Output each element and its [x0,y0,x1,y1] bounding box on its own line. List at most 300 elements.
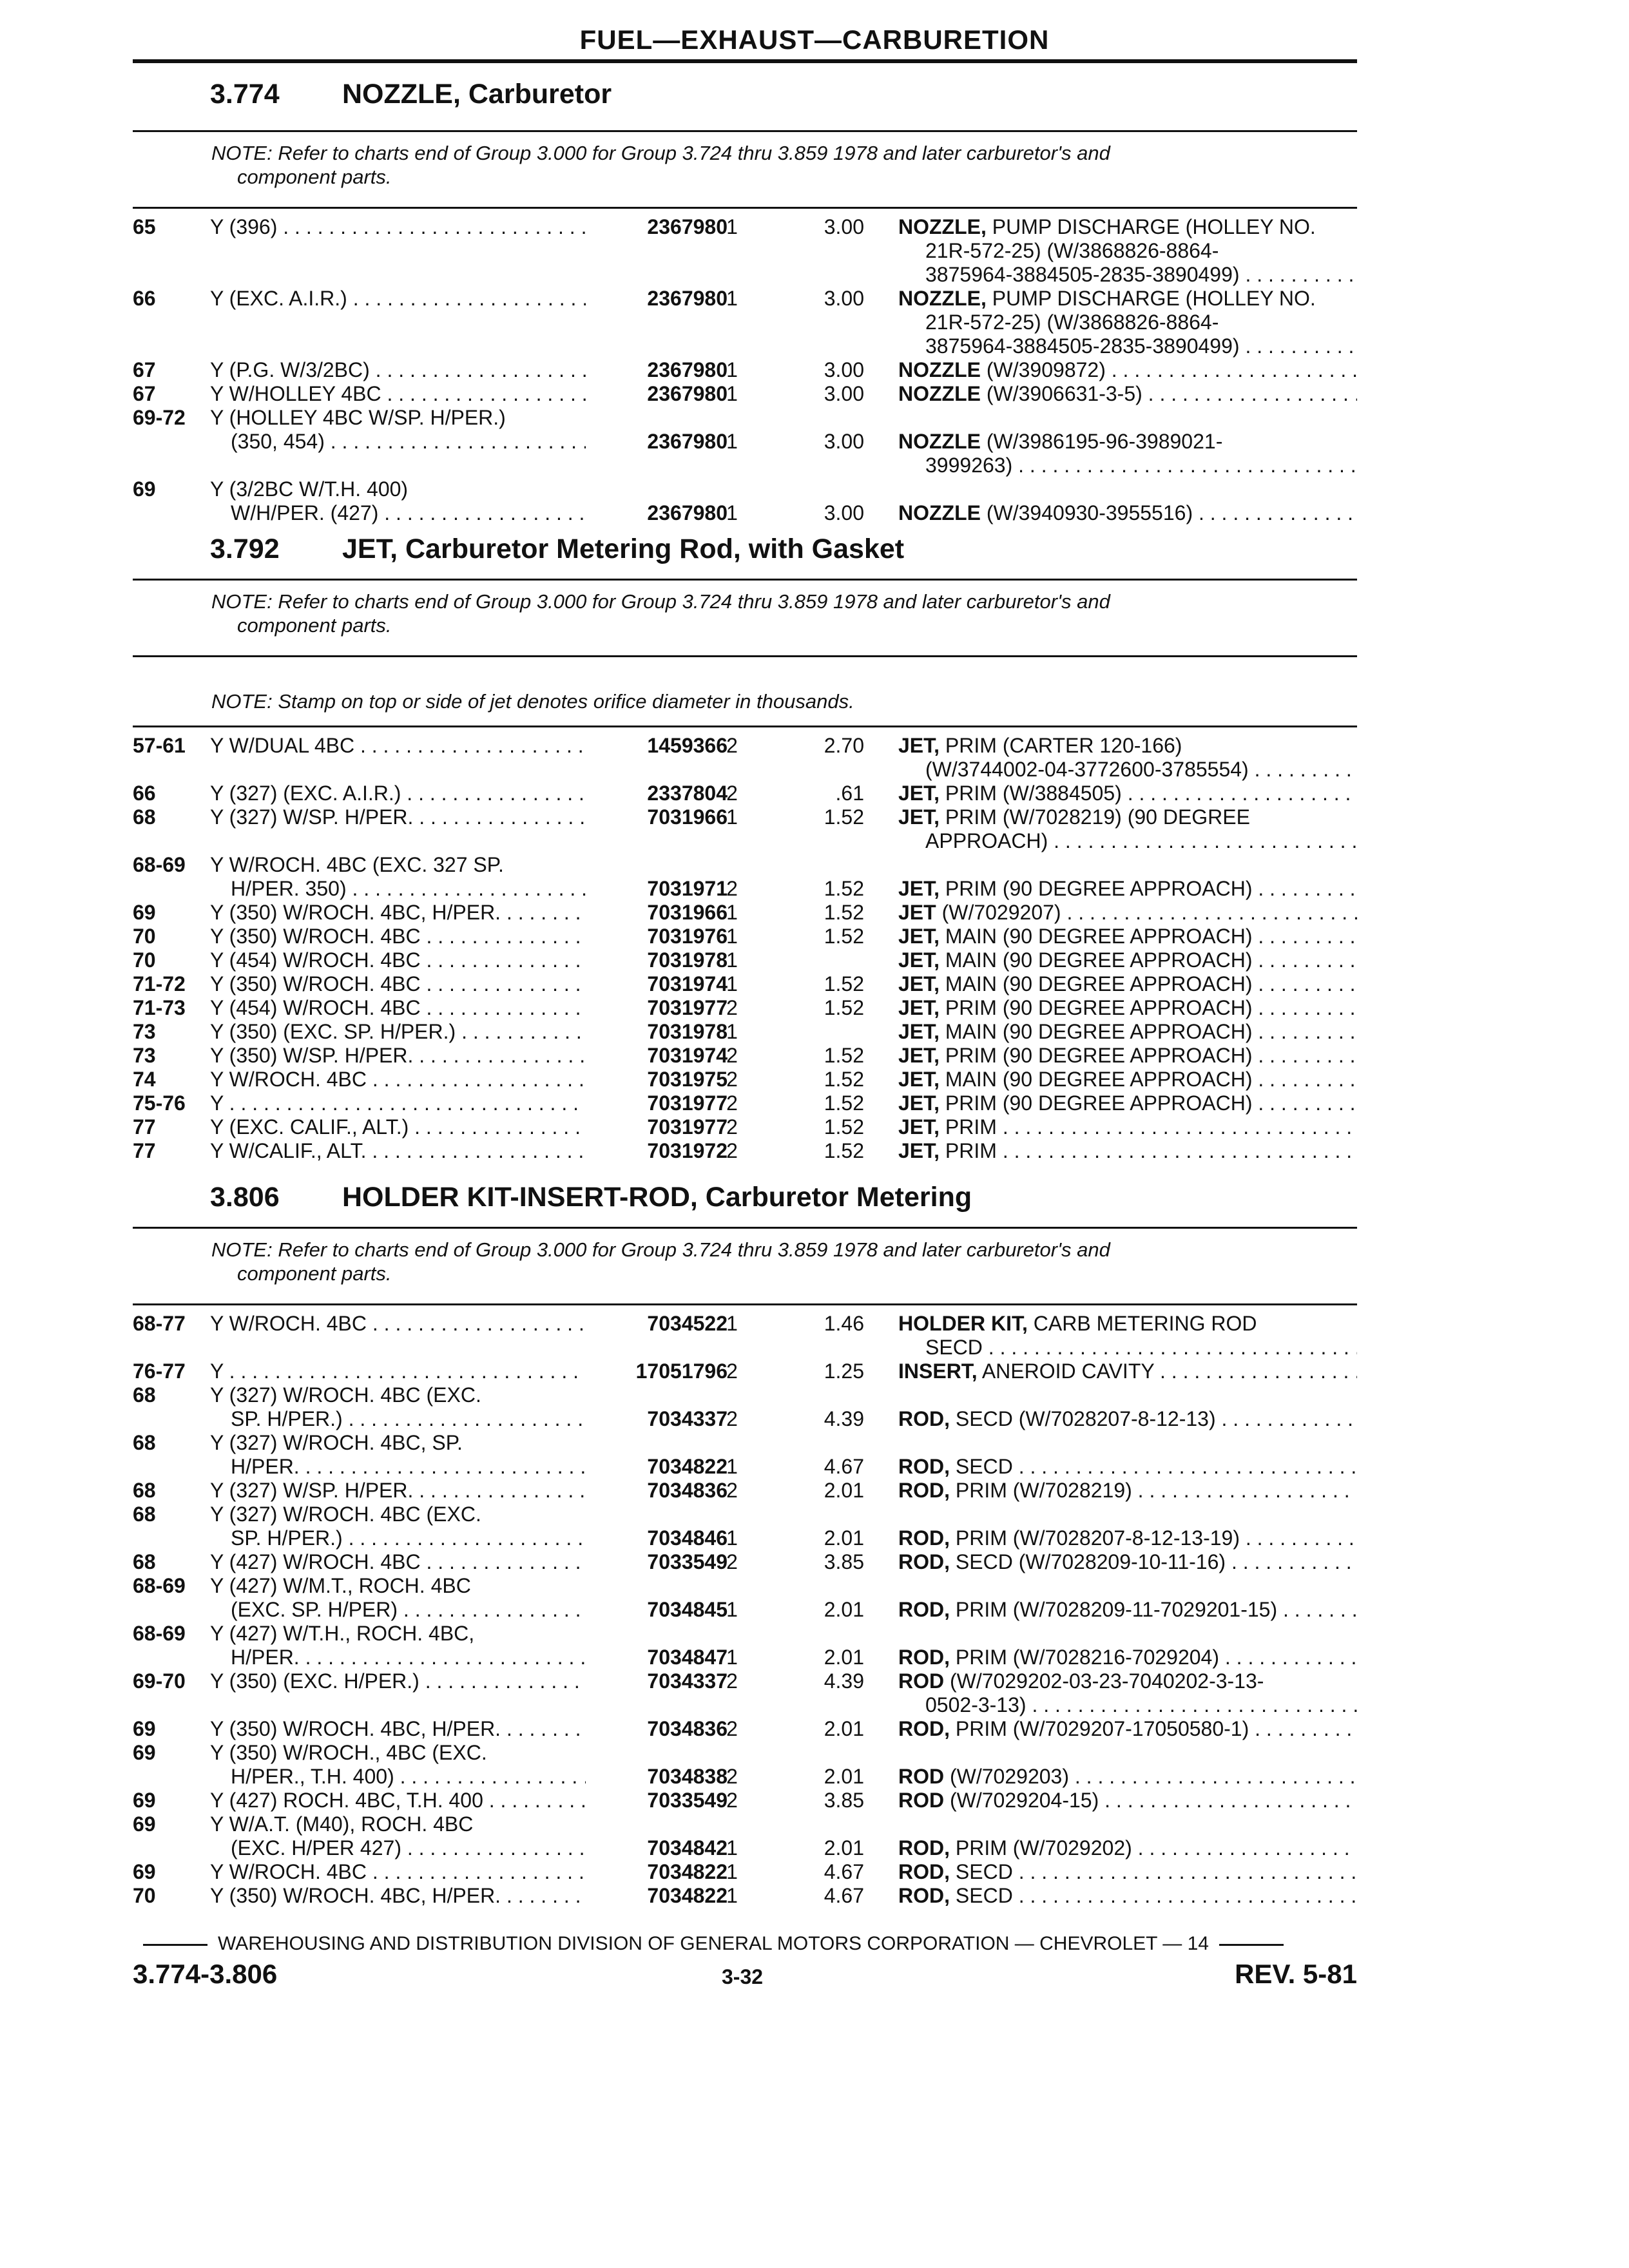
part-name: NOZZLE, [898,215,987,238]
year-range: 66 [133,287,156,310]
table-row [133,1020,1357,1044]
quantity: 2 [726,1669,738,1693]
application: Y (3/2BC W/T.H. 400) [210,477,409,501]
price: 1.52 [824,1068,864,1091]
quantity: 1 [726,1455,738,1478]
part-name: NOZZLE [898,382,981,405]
part-name: JET, [898,1115,940,1139]
part-name: JET, [898,925,940,948]
price: 2.01 [824,1717,864,1740]
description-detail: MAIN (90 DEGREE APPROACH) [945,1020,1253,1043]
table-row [133,406,1357,477]
table-row [133,1812,1357,1860]
part-name: JET, [898,805,940,829]
part-name: JET, [898,877,940,900]
part-name: JET, [898,782,940,805]
description-continued: (W/3744002-04-3772600-3785554) . . . [925,758,1357,782]
application: Y W/ROCH. 4BC . . . [210,1860,629,1884]
table-row [133,1383,1357,1431]
section-note [133,132,1357,207]
quantity: 1 [726,287,738,310]
part-name: JET, [898,734,940,757]
price: 2.01 [824,1479,864,1502]
year-range: 70 [133,1884,156,1907]
description [898,734,1357,758]
year-range: 66 [133,782,156,805]
part-number: 1459366 [586,734,728,758]
year-range: 68 [133,1550,156,1573]
year-range: 68 [133,805,156,829]
table-row [133,1503,1357,1550]
description-detail: PRIM (W/7029202) [955,1836,1132,1860]
application: Y (427) W/T.H., ROCH. 4BC, [210,1622,475,1645]
note-line: component parts. [237,1262,392,1285]
description-continued: 3875964-3884505-2835-3890499) . . . [925,334,1357,358]
part-number: 7031978 [586,1020,728,1044]
note-line: NOTE: Refer to charts end of Group 3.000 for Group 3.724 thru 3.859 1978 and later carburetor's and [211,1238,1110,1261]
description [898,877,1357,901]
part-number: 7031974 [586,972,728,996]
price: 1.25 [824,1360,864,1383]
application: Y (427) W/ROCH. 4BC . . . [210,1550,629,1574]
table-row [133,782,1357,805]
part-name: JET, [898,996,940,1019]
part-name: ROD, [898,1455,950,1478]
description [898,996,1357,1020]
description-detail: SECD [955,1860,1013,1883]
description-detail: (W/3906631-3-5) [986,382,1142,405]
year-range: 69 [133,1741,156,1764]
quantity: 1 [726,1020,738,1043]
part-number: 7031972 [586,1139,728,1163]
part-name: ROD [898,1669,945,1693]
footer-rule [143,1944,207,1946]
year-range: 57-61 [133,734,186,757]
application: Y (327) (EXC. A.I.R.) . . . [210,782,629,805]
description [898,1836,1357,1860]
application: Y . . . [210,1091,629,1115]
year-range: 68-69 [133,1574,186,1597]
quantity: 2 [726,782,738,805]
description-detail: PRIM (90 DEGREE APPROACH) [945,996,1253,1019]
quantity: 1 [726,215,738,238]
application: Y W/DUAL 4BC . . . [210,734,629,758]
quantity: 1 [726,948,738,972]
application: Y W/CALIF., ALT. . . . [210,1139,629,1163]
price: 4.39 [824,1669,864,1693]
part-name: JET, [898,1068,940,1091]
part-name: NOZZLE, [898,287,987,310]
table-row [133,805,1357,853]
application-continued: (EXC. H/PER 427) . . . [231,1836,629,1860]
price: 2.01 [824,1598,864,1621]
description [898,1646,1357,1669]
parts-list [133,1312,1357,1908]
price: 2.01 [824,1836,864,1860]
price: 1.52 [824,877,864,900]
price: 3.00 [824,382,864,405]
part-number: 7034847 [586,1646,728,1669]
quantity: 2 [726,1407,738,1430]
section-nozzle [133,70,1357,525]
part-number: 7031978 [586,948,728,972]
application: Y W/ROCH. 4BC (EXC. 327 SP. [210,853,504,876]
table-row [133,382,1357,406]
year-range: 75-76 [133,1091,186,1115]
quantity: 1 [726,1884,738,1907]
quantity: 2 [726,1091,738,1115]
section-number: 3.792 [210,533,280,564]
part-name: ROD, [898,1646,950,1669]
table-row [133,1860,1357,1884]
application: Y W/ROCH. 4BC . . . [210,1312,629,1336]
application: Y (327) W/SP. H/PER. . . . [210,1479,629,1503]
year-range: 69-70 [133,1669,186,1693]
part-name: JET, [898,1044,940,1067]
part-number: 2367980 [586,430,728,454]
table-row [133,1622,1357,1669]
part-number: 7031966 [586,901,728,925]
description [898,1139,1357,1163]
part-number: 7031977 [586,1091,728,1115]
application: Y (327) W/ROCH. 4BC, SP. [210,1431,463,1454]
note-line: NOTE: Refer to charts end of Group 3.000 for Group 3.724 thru 3.859 1978 and later carburetor's and [211,590,1110,613]
application-continued: SP. H/PER.) . . . [231,1407,629,1431]
application: Y (427) ROCH. 4BC, T.H. 400 . . . [210,1789,629,1812]
part-number: 7034838 [586,1765,728,1789]
description-detail: MAIN (90 DEGREE APPROACH) [945,1068,1253,1091]
part-name: JET, [898,1020,940,1043]
part-number: 7034822 [586,1455,728,1479]
year-range: 68 [133,1479,156,1502]
description-continued: 0502-3-13) . . . [925,1693,1357,1717]
description-detail: (W/7029202-03-23-7040202-3-13- [950,1669,1264,1693]
quantity: 2 [726,1765,738,1788]
price: 3.00 [824,430,864,453]
description-continued: APPROACH) . . . [925,829,1357,853]
footer-revision: REV. 5-81 [1235,1959,1357,1989]
description-detail: PRIM (W/7028207-8-12-13-19) [955,1526,1240,1550]
description-detail: SECD [955,1455,1013,1478]
application-continued: H/PER. . . . [231,1646,629,1669]
table-row [133,1550,1357,1574]
quantity: 2 [726,1717,738,1740]
price: 1.52 [824,925,864,948]
year-range: 69 [133,1812,156,1836]
part-name: JET, [898,1091,940,1115]
description [898,287,1357,311]
table-row [133,1741,1357,1789]
table-row [133,1360,1357,1383]
part-number: 2367980 [586,215,728,239]
description [898,805,1357,829]
description [898,782,1357,805]
price: 1.52 [824,1115,864,1139]
part-name: HOLDER KIT, [898,1312,1028,1335]
description [898,1068,1357,1091]
description-detail: PRIM (W/7029207-17050580-1) [955,1717,1249,1740]
part-number: 7033549 [586,1550,728,1574]
quantity: 2 [726,1360,738,1383]
description [898,948,1357,972]
table-row [133,1479,1357,1503]
table-row [133,287,1357,358]
application: Y (327) W/SP. H/PER. . . . [210,805,629,829]
section-title [133,1173,1357,1218]
application-continued: W/H/PER. (427) . . . [231,501,629,525]
description [898,358,1357,382]
year-range: 68-69 [133,853,186,876]
year-range: 68-77 [133,1312,186,1335]
quantity: 1 [726,901,738,924]
description-detail: (W/7029207) [941,901,1061,924]
description-detail: PRIM (W/7028219) (90 DEGREE [945,805,1250,829]
quantity: 1 [726,501,738,524]
description-continued: 21R-572-25) (W/3868826-8864- [925,239,1219,262]
application-continued: H/PER., T.H. 400) . . . [231,1765,629,1789]
year-range: 76-77 [133,1360,186,1383]
description [898,1312,1357,1336]
price: 4.67 [824,1860,864,1883]
application: Y (350) W/ROCH. 4BC, H/PER. . . . [210,901,629,925]
section-jet [133,524,1357,1163]
table-row [133,1789,1357,1812]
year-range: 74 [133,1068,156,1091]
year-range: 69 [133,901,156,924]
year-range: 73 [133,1020,156,1043]
price: 3.85 [824,1550,864,1573]
quantity: 2 [726,1789,738,1812]
section-title [133,524,1357,570]
table-row [133,1431,1357,1479]
year-range: 69 [133,1717,156,1740]
section-holder [133,1173,1357,1908]
section-name: HOLDER KIT-INSERT-ROD, Carburetor Metering [342,1182,972,1213]
price: 2.70 [824,734,864,757]
description-detail: PRIM (W/3884505) [945,782,1122,805]
quantity: 1 [726,1526,738,1550]
section-note [133,680,1357,726]
description-detail: PUMP DISCHARGE (HOLLEY NO. [992,287,1316,310]
application: Y . . . [210,1360,629,1383]
description [898,1550,1357,1574]
part-name: ROD [898,1765,945,1788]
price: 4.67 [824,1884,864,1907]
parts-list [133,734,1357,1163]
part-number: 7034845 [586,1598,728,1622]
application: Y W/HOLLEY 4BC . . . [210,382,629,406]
price: 3.00 [824,287,864,310]
description [898,1115,1357,1139]
application: Y (327) W/ROCH. 4BC (EXC. [210,1383,481,1407]
parts-list [133,215,1357,525]
description-detail: MAIN (90 DEGREE APPROACH) [945,948,1253,972]
table-row [133,925,1357,948]
description-detail: SECD (W/7028207-8-12-13) [955,1407,1216,1430]
description-detail: PRIM (W/7028209-11-7029201-15) [955,1598,1278,1621]
quantity: 1 [726,1860,738,1883]
price: 1.52 [824,1044,864,1067]
table-row [133,948,1357,972]
part-number: 2367980 [586,358,728,382]
part-name: ROD, [898,1407,950,1430]
price: .61 [835,782,864,805]
application-continued: (EXC. SP. H/PER) . . . [231,1598,629,1622]
description [898,1044,1357,1068]
description-detail: (W/3940930-3955516) [986,501,1193,524]
footer-rule [1219,1944,1284,1946]
description-detail: PRIM (W/7028216-7029204) [955,1646,1219,1669]
table-row [133,1669,1357,1717]
price: 1.52 [824,805,864,829]
description [898,1765,1357,1789]
description-detail: PUMP DISCHARGE (HOLLEY NO. [992,215,1316,238]
description-continued: SECD . . . [925,1336,1357,1360]
part-name: JET, [898,1139,940,1162]
quantity: 2 [726,1139,738,1162]
section-name: NOZZLE, Carburetor [342,79,612,110]
table-row [133,1068,1357,1091]
quantity: 1 [726,925,738,948]
application: Y (350) W/SP. H/PER. . . . [210,1044,629,1068]
quantity: 2 [726,1068,738,1091]
description [898,1884,1357,1908]
description-detail: SECD (W/7028209-10-11-16) [955,1550,1226,1573]
part-name: ROD, [898,1836,950,1860]
description-detail: SECD [955,1884,1013,1907]
application-continued: (350, 454) . . . [231,430,629,454]
part-number: 7034836 [586,1717,728,1741]
description-detail: CARB METERING ROD [1033,1312,1257,1335]
table-row [133,1115,1357,1139]
table-row [133,358,1357,382]
price: 1.46 [824,1312,864,1335]
description-detail: MAIN (90 DEGREE APPROACH) [945,972,1253,995]
note-line: component parts. [237,166,392,188]
part-name: NOZZLE [898,501,981,524]
quantity: 2 [726,996,738,1019]
note-rule [133,207,1357,209]
description-detail: ANEROID CAVITY [981,1360,1155,1383]
description-detail: PRIM [945,1115,997,1139]
note-rule [133,1303,1357,1305]
application-continued: H/PER. . . . [231,1455,629,1479]
year-range: 68-69 [133,1622,186,1645]
application: Y (350) W/ROCH. 4BC . . . [210,925,629,948]
part-number: 7031977 [586,996,728,1020]
table-row [133,1312,1357,1360]
note-line: component parts. [237,614,392,637]
application: Y (427) W/M.T., ROCH. 4BC [210,1574,471,1597]
description [898,1020,1357,1044]
part-number: 7034846 [586,1526,728,1550]
description [898,1407,1357,1431]
table-row [133,1091,1357,1115]
quantity: 1 [726,1312,738,1335]
application: Y (EXC. CALIF., ALT.) . . . [210,1115,629,1139]
note-line: NOTE: Refer to charts end of Group 3.000 for Group 3.724 thru 3.859 1978 and later carburetor's and [211,142,1110,164]
part-number: 7034337 [586,1669,728,1693]
price: 3.00 [824,358,864,381]
application: Y (350) W/ROCH. 4BC . . . [210,972,629,996]
year-range: 65 [133,215,156,238]
description-continued: 3875964-3884505-2835-3890499) . . . [925,263,1357,287]
part-name: JET, [898,972,940,995]
description [898,1360,1357,1383]
header-rule [133,59,1357,63]
description-continued: 21R-572-25) (W/3868826-8864- [925,311,1219,334]
application-continued: SP. H/PER.) . . . [231,1526,629,1550]
table-row [133,996,1357,1020]
part-number: 7034836 [586,1479,728,1503]
price: 3.00 [824,215,864,238]
description [898,501,1357,525]
description [898,1860,1357,1884]
part-name: ROD, [898,1479,950,1502]
application: Y W/ROCH. 4BC . . . [210,1068,629,1091]
description [898,1717,1357,1741]
part-name: ROD, [898,1598,950,1621]
description [898,901,1357,925]
part-name: JET, [898,948,940,972]
part-name: ROD, [898,1550,950,1573]
description-continued: 3999263) . . . [925,454,1357,477]
note-line: NOTE: Stamp on top or side of jet denotes orifice diameter in thousands. [211,690,854,713]
description [898,1669,1357,1693]
quantity: 1 [726,1836,738,1860]
description [898,1526,1357,1550]
description-detail: (W/7029204-15) [950,1789,1099,1812]
part-name: ROD [898,1789,945,1812]
year-range: 67 [133,382,156,405]
section-note [133,581,1357,655]
quantity: 1 [726,805,738,829]
description [898,1455,1357,1479]
description [898,1598,1357,1622]
application: Y (350) W/ROCH. 4BC, H/PER. . . . [210,1717,629,1741]
part-name: ROD, [898,1717,950,1740]
part-number: 2337804 [586,782,728,805]
description-detail: (W/7029203) [950,1765,1069,1788]
application-continued: H/PER. 350) . . . [231,877,629,901]
price: 1.52 [824,996,864,1019]
footer-division-text: WAREHOUSING AND DISTRIBUTION DIVISION OF GENERAL MOTORS CORPORATION — CHEVROLET — 14 [218,1933,1209,1954]
footer-division [133,1933,1357,1955]
table-row [133,215,1357,287]
quantity: 1 [726,1646,738,1669]
price: 4.39 [824,1407,864,1430]
year-range: 68 [133,1503,156,1526]
application: Y W/A.T. (M40), ROCH. 4BC [210,1812,474,1836]
description [898,1789,1357,1812]
quantity: 2 [726,1044,738,1067]
part-name: ROD, [898,1860,950,1883]
quantity: 2 [726,1479,738,1502]
application: Y (350) (EXC. SP. H/PER.) . . . [210,1020,629,1044]
description [898,972,1357,996]
part-number: 2367980 [586,287,728,311]
table-row [133,1044,1357,1068]
price: 3.00 [824,501,864,524]
description [898,1091,1357,1115]
note-rule [133,655,1357,657]
part-number: 7031976 [586,925,728,948]
part-number: 7034822 [586,1860,728,1884]
table-row [133,853,1357,901]
section-name: JET, Carburetor Metering Rod, with Gasket [342,533,905,564]
section-note [133,1229,1357,1303]
part-number: 7034842 [586,1836,728,1860]
